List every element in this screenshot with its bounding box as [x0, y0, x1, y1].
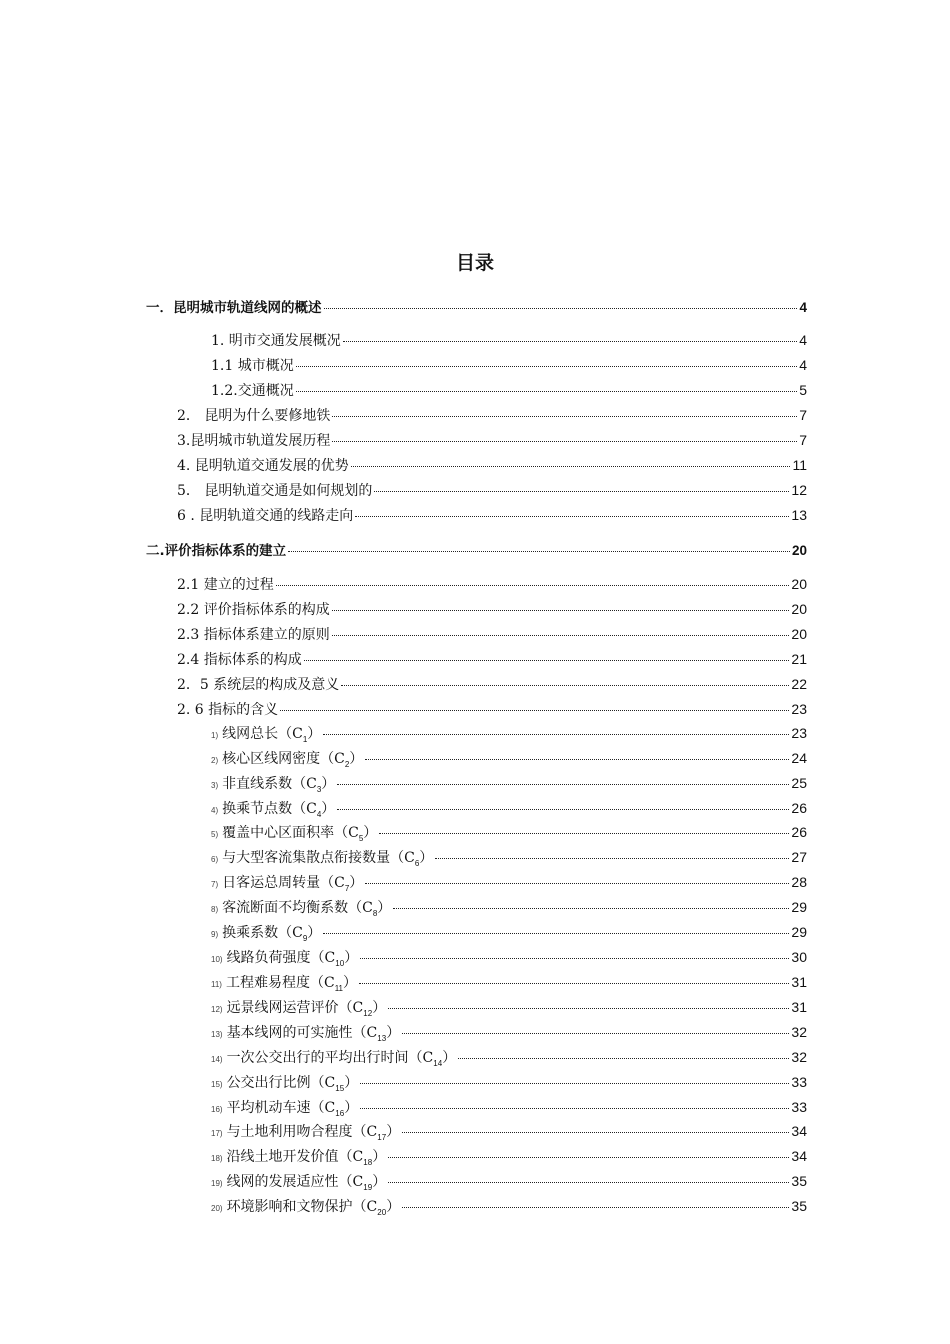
indicator-close: ） — [372, 1174, 387, 1190]
dot-leader — [304, 660, 790, 661]
toc-entry-label: 2.1 建立的过程 — [177, 577, 274, 593]
indicator-close: ） — [307, 726, 322, 742]
indicator-close: ） — [442, 1050, 457, 1066]
toc-entry[interactable] — [177, 699, 807, 721]
indicator-page: 33 — [791, 1074, 807, 1090]
indicator-entry[interactable] — [211, 1171, 807, 1193]
indicator-subscript: 5 — [358, 833, 364, 843]
toc-entry[interactable] — [177, 505, 807, 527]
indicator-number: 6) — [211, 855, 219, 864]
indicator-close: ） — [343, 975, 357, 991]
dot-leader — [323, 933, 789, 934]
dot-leader — [332, 416, 797, 417]
indicator-label — [211, 1121, 400, 1142]
indicator-number: 5) — [211, 830, 219, 839]
dot-leader — [343, 341, 797, 342]
indicator-subscript: 16 — [335, 1108, 345, 1118]
dot-leader — [280, 710, 789, 711]
indicator-subscript: 11 — [334, 983, 343, 993]
indicator-entry[interactable] — [211, 1047, 807, 1069]
toc-entry-label: 4. 昆明轨道交通发展的优势 — [177, 458, 349, 474]
indicator-close: ） — [344, 950, 359, 966]
indicator-page: 27 — [791, 849, 807, 865]
indicator-close: ） — [344, 1075, 359, 1091]
indicator-page: 35 — [791, 1198, 807, 1214]
indicator-label — [211, 997, 386, 1018]
indicator-page: 25 — [791, 775, 807, 791]
indicator-number: 9) — [211, 930, 219, 939]
indicator-number: 19) — [211, 1179, 223, 1188]
indicator-text: 线路负荷强度（C — [226, 950, 336, 966]
toc-entry-label: 6 . 昆明轨道交通的线路走向 — [177, 508, 354, 524]
indicator-label — [211, 972, 357, 993]
indicator-text: 换乘节点数（C — [222, 801, 317, 817]
indicator-number: 13) — [211, 1030, 223, 1039]
indicator-text: 与土地利用吻合程度（C — [226, 1124, 378, 1140]
toc-entry-label: 5． 昆明轨道交通是如何规划的 — [177, 483, 373, 499]
toc-entry-label: 二.评价指标体系的建立 — [146, 543, 287, 559]
indicator-close: ） — [386, 1199, 401, 1215]
indicator-entry[interactable] — [211, 822, 807, 844]
indicator-label — [211, 1146, 386, 1167]
indicator-number: 4) — [211, 806, 219, 815]
indicator-entry[interactable] — [211, 1121, 807, 1143]
indicator-number: 20) — [211, 1204, 223, 1213]
dot-leader — [365, 883, 789, 884]
indicator-number: 16) — [211, 1105, 223, 1114]
indicator-label — [211, 1047, 456, 1068]
toc-entry-page: 4 — [799, 300, 807, 315]
indicator-text: 与大型客流集散点衔接数量（C — [222, 850, 415, 866]
indicator-entry[interactable] — [211, 1196, 807, 1218]
indicator-subscript: 3 — [316, 784, 322, 794]
indicator-page: 26 — [791, 800, 807, 816]
toc-entry-page: 7 — [799, 432, 807, 448]
indicator-close: ） — [349, 751, 364, 767]
indicator-number: 17) — [211, 1129, 223, 1138]
dot-leader — [435, 858, 789, 859]
indicator-number: 3) — [211, 781, 219, 790]
toc-entry[interactable] — [211, 380, 807, 402]
toc-entry-label: 2.4 指标体系的构成 — [177, 652, 302, 668]
indicator-page: 32 — [791, 1049, 807, 1065]
indicator-subscript: 13 — [377, 1033, 387, 1043]
dot-leader — [332, 441, 797, 442]
toc-entry[interactable] — [177, 430, 807, 452]
indicator-text: 覆盖中心区面积率（C — [222, 825, 359, 841]
toc-entry[interactable] — [177, 574, 807, 596]
toc-entry-page: 4 — [799, 357, 807, 373]
dot-leader — [388, 1157, 789, 1158]
indicator-number: 12) — [211, 1005, 223, 1014]
indicator-label — [211, 1022, 400, 1043]
indicator-page: 24 — [791, 750, 807, 766]
indicator-close: ） — [377, 900, 392, 916]
indicator-subscript: 9 — [302, 933, 308, 943]
indicator-entry[interactable] — [211, 773, 807, 795]
toc-entry[interactable] — [177, 624, 807, 646]
indicator-entry[interactable] — [211, 847, 807, 869]
indicator-text: 非直线系数（C — [222, 776, 317, 792]
dot-leader — [324, 308, 798, 309]
indicator-subscript: 6 — [414, 858, 420, 868]
indicator-entry[interactable] — [211, 922, 807, 944]
indicator-page: 32 — [791, 1024, 807, 1040]
dot-leader — [458, 1058, 789, 1059]
dot-leader — [379, 833, 789, 834]
toc-entry-label: 3.昆明城市轨道发展历程 — [177, 433, 331, 449]
toc-entry[interactable] — [146, 296, 807, 318]
indicator-number: 1) — [211, 731, 219, 740]
indicator-entry[interactable] — [211, 997, 807, 1019]
indicator-number: 18) — [211, 1154, 223, 1163]
dot-leader — [360, 958, 789, 959]
toc-entry-page: 7 — [799, 407, 807, 423]
toc-entry-page: 20 — [791, 601, 807, 617]
dot-leader — [360, 1108, 789, 1109]
indicator-text: 基本线网的可实施性（C — [226, 1025, 378, 1041]
dot-leader — [351, 466, 791, 467]
toc-entry-page: 11 — [792, 457, 807, 473]
toc-entry-page: 20 — [791, 576, 807, 592]
toc-entry-label: 一．昆明城市轨道线网的概述 — [146, 300, 322, 316]
indicator-label — [211, 1196, 400, 1217]
toc-entry-page: 22 — [791, 676, 807, 692]
toc-entry[interactable] — [146, 539, 807, 561]
indicator-text: 一次公交出行的平均出行时间（C — [226, 1050, 434, 1066]
indicator-text: 日客运总周转量（C — [222, 875, 345, 891]
indicator-number: 15) — [211, 1080, 223, 1089]
dot-leader — [365, 759, 789, 760]
indicator-text: 沿线土地开发价值（C — [226, 1149, 364, 1165]
indicator-entry[interactable] — [211, 1146, 807, 1168]
indicator-subscript: 17 — [377, 1132, 387, 1142]
indicator-label — [211, 748, 363, 769]
indicator-close: ） — [419, 850, 434, 866]
indicator-label — [211, 798, 335, 819]
indicator-entry[interactable] — [211, 972, 807, 994]
toc-entry-label: 1.1 城市概况 — [211, 358, 294, 374]
indicator-entry[interactable] — [211, 1022, 807, 1044]
toc-entry[interactable] — [177, 480, 807, 502]
indicator-subscript: 1 — [302, 734, 308, 744]
toc-entry-label: 2.2 评价指标体系的构成 — [177, 602, 330, 618]
indicator-text: 环境影响和文物保护（C — [226, 1199, 378, 1215]
toc-entry-label: 1.2.交通概况 — [211, 383, 294, 399]
indicator-number: 14) — [211, 1055, 223, 1064]
toc-entry-page: 12 — [791, 482, 807, 498]
indicator-page: 35 — [791, 1173, 807, 1189]
indicator-page: 34 — [791, 1148, 807, 1164]
dot-leader — [360, 1083, 789, 1084]
toc-entry[interactable] — [177, 649, 807, 671]
indicator-text: 核心区线网密度（C — [222, 751, 345, 767]
dot-leader — [296, 366, 797, 367]
toc-entry[interactable] — [177, 405, 807, 427]
indicator-label — [211, 1072, 358, 1093]
indicator-label — [211, 822, 377, 843]
toc-entry-page: 23 — [791, 701, 807, 717]
indicator-subscript: 12 — [363, 1008, 373, 1018]
indicator-text: 换乘系数（C — [222, 925, 303, 941]
toc-entry-page: 5 — [799, 382, 807, 398]
toc-entry[interactable] — [211, 355, 807, 377]
toc-entry-label: 2. 6 指标的含义 — [177, 702, 279, 718]
indicator-page: 26 — [791, 824, 807, 840]
toc-entry-label: 2． 昆明为什么要修地铁 — [177, 408, 331, 424]
toc-entry[interactable] — [177, 599, 807, 621]
toc-entry-label: 1. 明市交通发展概况 — [211, 333, 341, 349]
indicator-entry[interactable] — [211, 798, 807, 820]
indicator-close: ） — [307, 925, 322, 941]
indicator-number: 7) — [211, 880, 219, 889]
dot-leader — [402, 1207, 789, 1208]
indicator-label — [211, 847, 433, 868]
indicator-close: ） — [363, 825, 378, 841]
dot-leader — [332, 635, 790, 636]
indicator-close: ） — [344, 1100, 359, 1116]
indicator-entry[interactable] — [211, 897, 807, 919]
dot-leader — [288, 551, 790, 552]
indicator-page: 33 — [791, 1099, 807, 1115]
indicator-page: 31 — [791, 974, 807, 990]
indicator-number: 11) — [211, 980, 222, 989]
indicator-page: 29 — [791, 924, 807, 940]
toc-entry-page: 13 — [791, 507, 807, 523]
indicator-number: 8) — [211, 905, 219, 914]
indicator-label — [211, 947, 358, 968]
toc-entry[interactable] — [211, 330, 807, 352]
toc-entry-page: 21 — [791, 651, 807, 667]
indicator-label — [211, 872, 363, 893]
dot-leader — [296, 391, 797, 392]
dot-leader — [359, 983, 789, 984]
indicator-page: 30 — [791, 949, 807, 965]
indicator-close: ） — [321, 776, 336, 792]
indicator-label — [211, 723, 321, 744]
indicator-page: 28 — [791, 874, 807, 890]
dot-leader — [276, 585, 790, 586]
indicator-label — [211, 1171, 386, 1192]
toc-entry[interactable] — [177, 455, 807, 477]
indicator-subscript: 19 — [363, 1182, 373, 1192]
indicator-page: 29 — [791, 899, 807, 915]
toc-entry-label: 2．5 系统层的构成及意义 — [177, 677, 340, 693]
indicator-subscript: 8 — [372, 908, 378, 918]
toc-entry[interactable] — [177, 674, 807, 696]
dot-leader — [337, 784, 789, 785]
indicator-page: 23 — [791, 725, 807, 741]
indicator-entry[interactable] — [211, 947, 807, 969]
indicator-close: ） — [372, 1149, 387, 1165]
indicator-close: ） — [321, 801, 336, 817]
dot-leader — [374, 491, 789, 492]
indicator-subscript: 2 — [344, 759, 350, 769]
toc-entry-label: 2.3 指标体系建立的原则 — [177, 627, 330, 643]
dot-leader — [332, 610, 790, 611]
indicator-close: ） — [372, 1000, 387, 1016]
dot-leader — [388, 1182, 789, 1183]
dot-leader — [402, 1132, 789, 1133]
indicator-number: 10) — [211, 955, 223, 964]
indicator-close: ） — [386, 1025, 401, 1041]
indicator-subscript: 15 — [335, 1083, 345, 1093]
dot-leader — [323, 734, 789, 735]
indicator-page: 31 — [791, 999, 807, 1015]
toc-entry-page: 20 — [791, 626, 807, 642]
page-title: 目录 — [455, 252, 494, 274]
indicator-subscript: 20 — [377, 1207, 387, 1217]
toc-entry-page: 4 — [799, 332, 807, 348]
indicator-entry[interactable] — [211, 748, 807, 770]
indicator-text: 线网的发展适应性（C — [226, 1174, 364, 1190]
indicator-text: 公交出行比例（C — [226, 1075, 336, 1091]
indicator-entry[interactable] — [211, 1072, 807, 1094]
indicator-subscript: 14 — [433, 1058, 443, 1068]
indicator-label — [211, 922, 321, 943]
indicator-entry[interactable] — [211, 872, 807, 894]
indicator-text: 平均机动车速（C — [226, 1100, 336, 1116]
indicator-entry[interactable] — [211, 723, 807, 745]
indicator-close: ） — [386, 1124, 401, 1140]
toc-entry-page: 20 — [791, 543, 807, 558]
indicator-subscript: 4 — [316, 809, 322, 819]
indicator-subscript: 18 — [363, 1157, 373, 1167]
indicator-text: 工程难易程度（C — [225, 975, 335, 991]
indicator-text: 远景线网运营评价（C — [226, 1000, 364, 1016]
indicator-label — [211, 773, 335, 794]
dot-leader — [388, 1008, 789, 1009]
indicator-close: ） — [349, 875, 364, 891]
dot-leader — [337, 809, 789, 810]
indicator-label — [211, 1097, 358, 1118]
dot-leader — [341, 685, 789, 686]
indicator-subscript: 10 — [335, 958, 345, 968]
indicator-text: 线网总长（C — [222, 726, 303, 742]
dot-leader — [402, 1033, 789, 1034]
indicator-label — [211, 897, 391, 918]
dot-leader — [393, 908, 789, 909]
indicator-entry[interactable] — [211, 1097, 807, 1119]
indicator-number: 2) — [211, 756, 219, 765]
dot-leader — [355, 516, 789, 517]
indicator-text: 客流断面不均衡系数（C — [222, 900, 373, 916]
indicator-page: 34 — [791, 1123, 807, 1139]
indicator-subscript: 7 — [344, 883, 350, 893]
